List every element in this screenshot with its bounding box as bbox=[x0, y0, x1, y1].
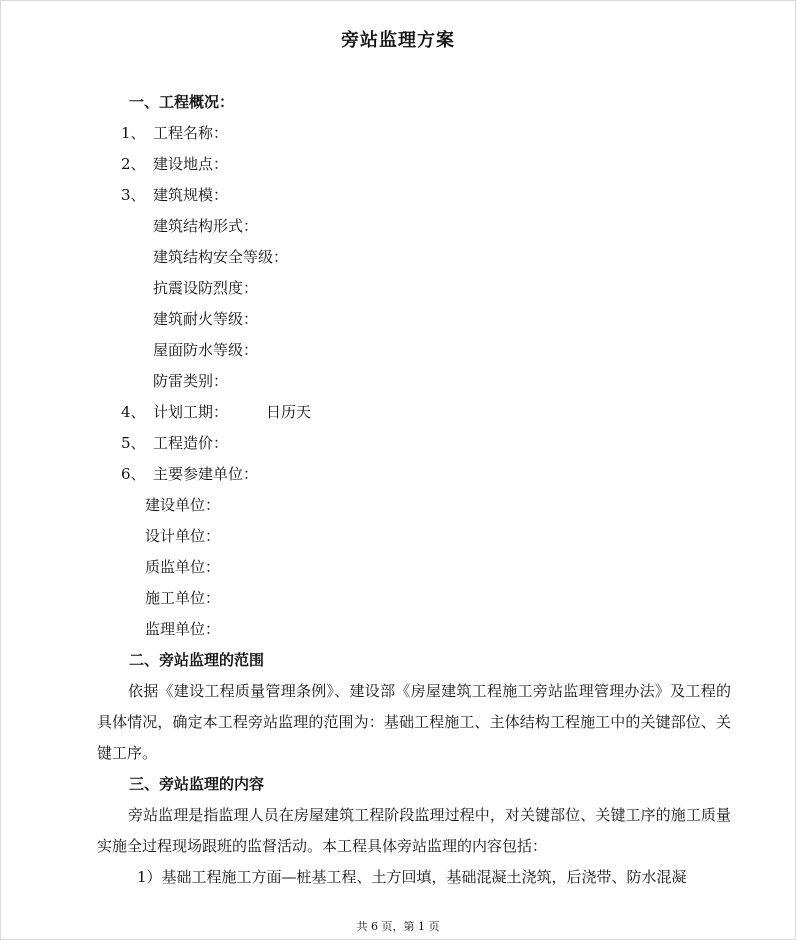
item-schedule: 计划工期： bbox=[153, 403, 229, 421]
scale-detail-structure-form: 建筑结构形式： bbox=[153, 217, 259, 235]
page-footer: 共 6 页，第 1 页 bbox=[356, 920, 440, 933]
document-title: 旁站监理方案 bbox=[341, 30, 455, 51]
item-number: 6、 bbox=[121, 465, 146, 483]
section-content-text: 旁站监理是指监理人员在房屋建筑工程阶段监理过程中，对关键部位、关键工序的施工质量实施全过程现场跟班的监督活动。本工程具体旁站监理的内容包括： bbox=[97, 806, 731, 855]
scale-detail-safety-grade: 建筑结构安全等级： bbox=[153, 248, 289, 266]
unit-designer: 设计单位： bbox=[145, 527, 221, 545]
item-location: 建设地点： bbox=[153, 155, 229, 173]
item-number: 2、 bbox=[121, 155, 146, 173]
scale-detail-lightning: 防雷类别： bbox=[153, 372, 229, 390]
unit-owner: 建设单位： bbox=[145, 496, 221, 514]
section-heading-overview: 一、工程概况： bbox=[129, 93, 235, 111]
item-scale: 建筑规模： bbox=[153, 186, 229, 204]
item-participants: 主要参建单位： bbox=[153, 465, 259, 483]
unit-contractor: 施工单位： bbox=[145, 589, 221, 607]
item-schedule-unit: 日历天 bbox=[266, 403, 312, 421]
item-number: 3、 bbox=[121, 186, 146, 204]
content-item-foundation: 1）基础工程施工方面—桩基工程、土方回填，基础混凝土浇筑，后浇带、防水混凝 bbox=[137, 868, 687, 886]
section-scope-text: 依据《建设工程质量管理条例》、建设部《房屋建筑工程施工旁站监理管理办法》及工程的具体情况，确定本工程旁站监理的范围为：基础工程施工、主体结构工程施工中的关键部位、关键工序。 bbox=[97, 682, 731, 762]
item-number: 4、 bbox=[121, 403, 146, 421]
item-number: 1、 bbox=[121, 124, 146, 142]
unit-quality-supervision: 质监单位： bbox=[145, 558, 221, 576]
scale-detail-fire-rating: 建筑耐火等级： bbox=[153, 310, 259, 328]
section-heading-content: 三、旁站监理的内容 bbox=[129, 775, 265, 793]
section-heading-scope: 二、旁站监理的范围 bbox=[129, 651, 265, 669]
item-project-name: 工程名称： bbox=[153, 124, 229, 142]
scale-detail-seismic: 抗震设防烈度： bbox=[153, 279, 259, 297]
scale-detail-roof-waterproof: 屋面防水等级： bbox=[153, 341, 259, 359]
item-cost: 工程造价： bbox=[153, 434, 229, 452]
unit-supervisor: 监理单位： bbox=[145, 620, 221, 638]
item-number: 5、 bbox=[121, 434, 146, 452]
